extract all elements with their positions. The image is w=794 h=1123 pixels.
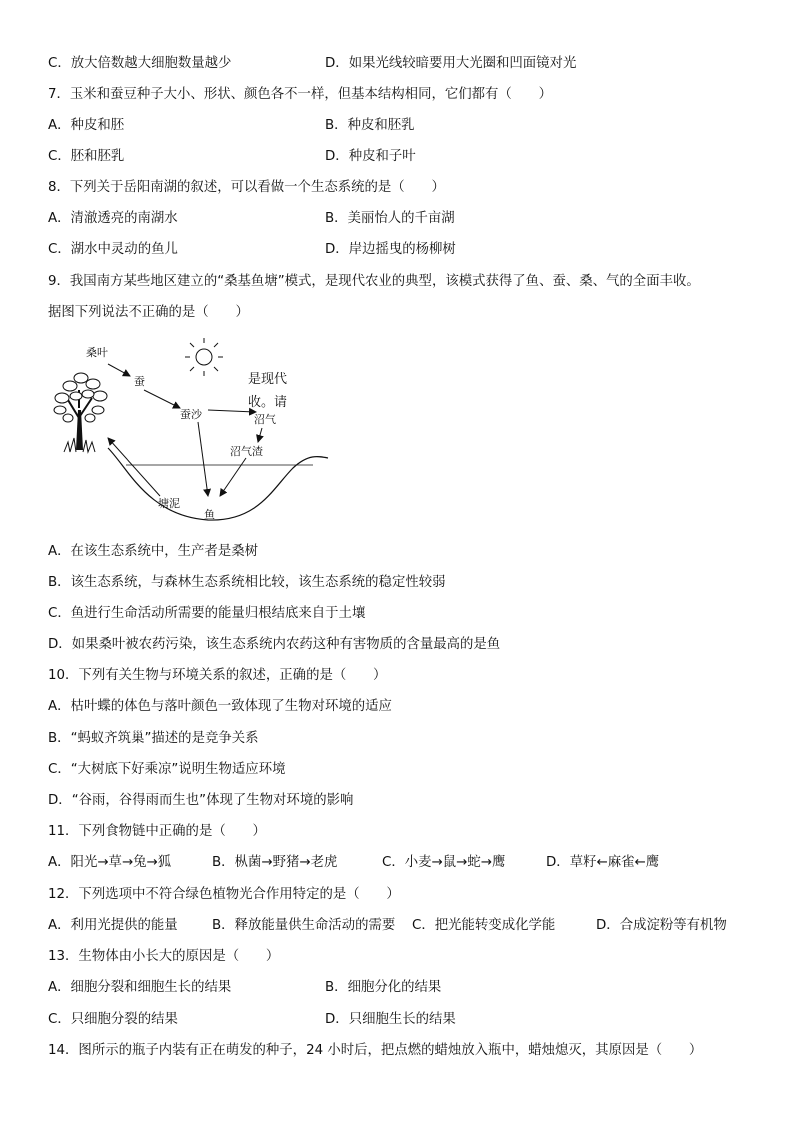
q12-option-b: B．释放能量供生命活动的需要 <box>212 918 396 933</box>
mulberry-tree-icon <box>54 373 107 452</box>
q9-option-a: A．在该生态系统中，生产者是桑树 <box>48 544 259 559</box>
label-biogas: 沼气 <box>254 413 276 426</box>
q11-stem: 11．下列食物链中正确的是（ ） <box>48 824 266 839</box>
label-biogas-residue: 沼气渣 <box>230 445 263 458</box>
label-silkworm-sand: 蚕沙 <box>180 408 202 421</box>
q7-option-b: B．种皮和胚乳 <box>325 118 415 133</box>
q10-option-a: A．枯叶蝶的体色与落叶颜色一致体现了生物对环境的适应 <box>48 699 392 714</box>
arrow-silkworm-to-sand <box>144 390 180 408</box>
q11-option-b: B．枞菌→野猪→老虎 <box>212 855 338 870</box>
label-overlay-line2: 收。请 <box>248 395 288 410</box>
arrow-sand-to-biogas <box>208 410 256 412</box>
q7-option-c: C．胚和胚乳 <box>48 149 125 164</box>
arrow-sand-to-fish <box>198 422 208 496</box>
q13-option-c: C．只细胞分裂的结果 <box>48 1012 178 1027</box>
q9-option-b: B．该生态系统，与森林生态系统相比较，该生态系统的稳定性较弱 <box>48 575 446 590</box>
q8-option-a: A．清澈透亮的南湖水 <box>48 211 178 226</box>
q10-option-b: B．“蚂蚁齐筑巢”描述的是竞争关系 <box>48 731 259 746</box>
label-pond-mud: 塘泥 <box>158 497 180 510</box>
label-silkworm: 蚕 <box>134 375 145 388</box>
q6-option-d: D．如果光线较暗要用大光圈和凹面镜对光 <box>325 56 577 71</box>
label-overlay-line1: 是现代 <box>248 372 288 387</box>
arrow-leaf-to-silkworm <box>108 364 130 376</box>
q9-stem-line2: 据图下列说法不正确的是（ ） <box>48 305 249 320</box>
q7-option-d: D．种皮和子叶 <box>325 149 416 164</box>
arrow-mud-to-tree <box>108 438 160 496</box>
q10-option-d: D．“谷雨，谷得雨而生也”体现了生物对环境的影响 <box>48 793 354 808</box>
label-fish: 鱼 <box>204 508 215 521</box>
q10-option-c: C．“大树底下好乘凉”说明生物适应环境 <box>48 762 286 777</box>
q12-option-c: C．把光能转变成化学能 <box>412 918 556 933</box>
q13-option-b: B．细胞分化的结果 <box>325 980 442 995</box>
q11-option-c: C．小麦→鼠→蛇→鹰 <box>382 855 506 870</box>
q9-option-c: C．鱼进行生命活动所需要的能量归根结底来自于土壤 <box>48 606 366 621</box>
q8-option-c: C．湖水中灵动的鱼儿 <box>48 242 178 257</box>
label-mulberry-leaf: 桑叶 <box>86 346 108 359</box>
q10-stem: 10．下列有关生物与环境关系的叙述，正确的是（ ） <box>48 668 387 683</box>
q11-option-d: D．草籽←麻雀←鹰 <box>546 855 660 870</box>
pond-outline <box>108 448 328 520</box>
q6-option-c: C．放大倍数越大细胞数量越少 <box>48 56 232 71</box>
q13-stem: 13．生物体由小长大的原因是（ ） <box>48 949 280 964</box>
q9-stem-line1: 9．我国南方某些地区建立的“桑基鱼塘”模式，是现代农业的典型，该模式获得了鱼、蚕、桑、气的全面丰收。 <box>48 274 700 289</box>
q9-option-d: D．如果桑叶被农药污染，该生态系统内农药这种有害物质的含量最高的是鱼 <box>48 637 501 652</box>
sun-icon <box>185 338 223 376</box>
q12-option-d: D．合成淀粉等有机物 <box>596 918 727 933</box>
arrow-biogas-to-residue <box>258 428 262 442</box>
q12-stem: 12．下列选项中不符合绿色植物光合作用特定的是（ ） <box>48 887 400 902</box>
q7-stem: 7．玉米和蚕豆种子大小、形状、颜色各不一样，但基本结构相同，它们都有（ ） <box>48 87 552 102</box>
q11-option-a: A．阳光→草→兔→狐 <box>48 855 172 870</box>
q13-option-d: D．只细胞生长的结果 <box>325 1012 456 1027</box>
q8-option-d: D．岸边摇曳的杨柳树 <box>325 242 456 257</box>
q8-option-b: B．美丽怡人的千亩湖 <box>325 211 455 226</box>
q8-stem: 8．下列关于岳阳南湖的叙述，可以看做一个生态系统的是（ ） <box>48 180 445 195</box>
arrow-residue-to-fish <box>220 458 246 496</box>
mulberry-fish-pond-diagram <box>48 338 348 528</box>
q13-option-a: A．细胞分裂和细胞生长的结果 <box>48 980 232 995</box>
q7-option-a: A．种皮和胚 <box>48 118 125 133</box>
q14-stem: 14．图所示的瓶子内装有正在萌发的种子，24 小时后，把点燃的蜡烛放入瓶中，蜡烛熄灭，其原因是（ ） <box>48 1043 703 1058</box>
q12-option-a: A．利用光提供的能量 <box>48 918 178 933</box>
